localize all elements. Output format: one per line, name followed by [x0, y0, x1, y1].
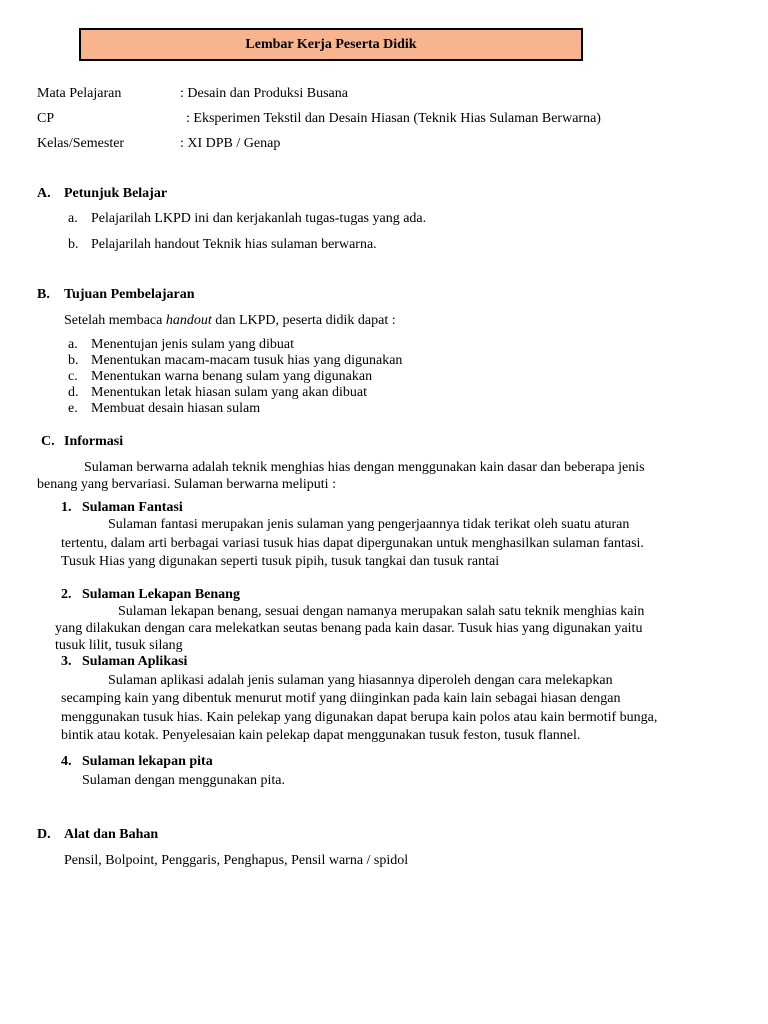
section-c-intro-line: Sulaman berwarna adalah teknik menghias hias dengan menggunakan kain dasar dan beberapa jenis — [84, 460, 645, 475]
section-c-intro-line: benang yang bervariasi. Sulaman berwarna meliputi : — [37, 477, 336, 492]
section-d-heading: Alat dan Bahan — [64, 827, 159, 842]
section-a-heading: Petunjuk Belajar — [64, 186, 168, 201]
subsection-line: Sulaman fantasi merupakan jenis sulaman yang pengerjaannya tidak terikat oleh suatu aturan — [108, 517, 630, 532]
subsection-marker: 4. — [61, 754, 72, 769]
section-d-marker: D. — [37, 827, 51, 842]
meta-label-cp: CP — [37, 111, 55, 126]
subsection-marker: 2. — [61, 587, 72, 602]
section-b-item-marker: a. — [68, 337, 78, 352]
section-b-heading: Tujuan Pembelajaran — [64, 287, 195, 302]
meta-label-subject: Mata Pelajaran — [37, 86, 122, 101]
subsection-line: tertentu, dalam arti berbagai variasi tusuk hias dapat dipergunakan untuk menghasilkan sulaman fantasi. — [61, 536, 644, 551]
section-c-marker: C. — [41, 434, 55, 449]
subsection-marker: 1. — [61, 500, 72, 515]
subsection-line: Sulaman aplikasi adalah jenis sulaman yang hiasannya diperoleh dengan cara melekapkan — [108, 673, 613, 688]
subsection-line: Tusuk Hias yang digunakan seperti tusuk pipih, tusuk tangkai dan tusuk rantai — [61, 554, 500, 569]
section-a-item-marker: a. — [68, 211, 78, 226]
section-b-item: Menentukan warna benang sulam yang digunakan — [91, 369, 373, 384]
subsection-line: yang dilakukan dengan cara melekatkan seutas benang pada kain dasar. Tusuk hias yang digunakan yaitu — [55, 621, 643, 636]
subsection-heading: Sulaman Aplikasi — [82, 654, 188, 669]
section-a-item: Pelajarilah LKPD ini dan kerjakanlah tugas-tugas yang ada. — [91, 211, 427, 226]
section-b-item: Menentukan macam-macam tusuk hias yang digunakan — [91, 353, 403, 368]
meta-value-cp: : Eksperimen Tekstil dan Desain Hiasan (Teknik Hias Sulaman Berwarna) — [186, 111, 601, 126]
section-b-item: Menentujan jenis sulam yang dibuat — [91, 337, 294, 352]
section-b-item-marker: c. — [68, 369, 78, 384]
section-b-item-marker: d. — [68, 385, 79, 400]
section-d-text: Pensil, Bolpoint, Penggaris, Penghapus, Pensil warna / spidol — [64, 853, 409, 868]
section-b-intro-pre: Setelah membaca — [64, 313, 166, 328]
meta-value-class: : XI DPB / Genap — [180, 136, 281, 151]
section-a-marker: A. — [37, 186, 51, 201]
subsection-line: Sulaman dengan menggunakan pita. — [82, 773, 285, 788]
section-a-item-marker: b. — [68, 237, 79, 252]
subsection-line: Sulaman lekapan benang, sesuai dengan namanya merupakan salah satu teknik menghias kain — [118, 604, 645, 619]
section-b-item: Menentukan letak hiasan sulam yang akan dibuat — [91, 385, 368, 400]
subsection-heading: Sulaman Lekapan Benang — [82, 587, 240, 602]
section-c-heading: Informasi — [64, 434, 124, 449]
subsection-heading: Sulaman Fantasi — [82, 500, 183, 515]
title-box — [79, 28, 583, 61]
page-title: Lembar Kerja Peserta Didik — [245, 36, 417, 52]
section-b-intro-post: dan LKPD, peserta didik dapat : — [211, 313, 396, 328]
meta-label-class: Kelas/Semester — [37, 136, 125, 151]
subsection-heading: Sulaman lekapan pita — [82, 754, 213, 769]
section-b-item-marker: b. — [68, 353, 79, 368]
subsection-line: bintik atau kotak. Penyelesaian kain pelekap dapat menggunakan tusuk feston, tusuk flannel. — [61, 728, 581, 743]
section-a-item: Pelajarilah handout Teknik hias sulaman berwarna. — [91, 237, 377, 252]
section-b-marker: B. — [37, 287, 50, 302]
subsection-line: menggunakan tusuk hias. Kain pelekap yang digunakan dapat berupa kain polos atau kain bermotif bunga, — [61, 710, 658, 725]
section-b-item-marker: e. — [68, 401, 78, 416]
section-b-item: Membuat desain hiasan sulam — [91, 401, 261, 416]
section-b-intro — [64, 313, 396, 329]
subsection-line: secamping kain yang dibentuk menurut motif yang diinginkan pada kain lain sebagai hiasan dengan — [61, 691, 621, 706]
subsection-marker: 3. — [61, 654, 72, 669]
subsection-line: tusuk lilit, tusuk silang — [55, 638, 183, 653]
meta-value-subject: : Desain dan Produksi Busana — [180, 86, 348, 101]
section-b-intro-em: handout — [165, 313, 212, 328]
